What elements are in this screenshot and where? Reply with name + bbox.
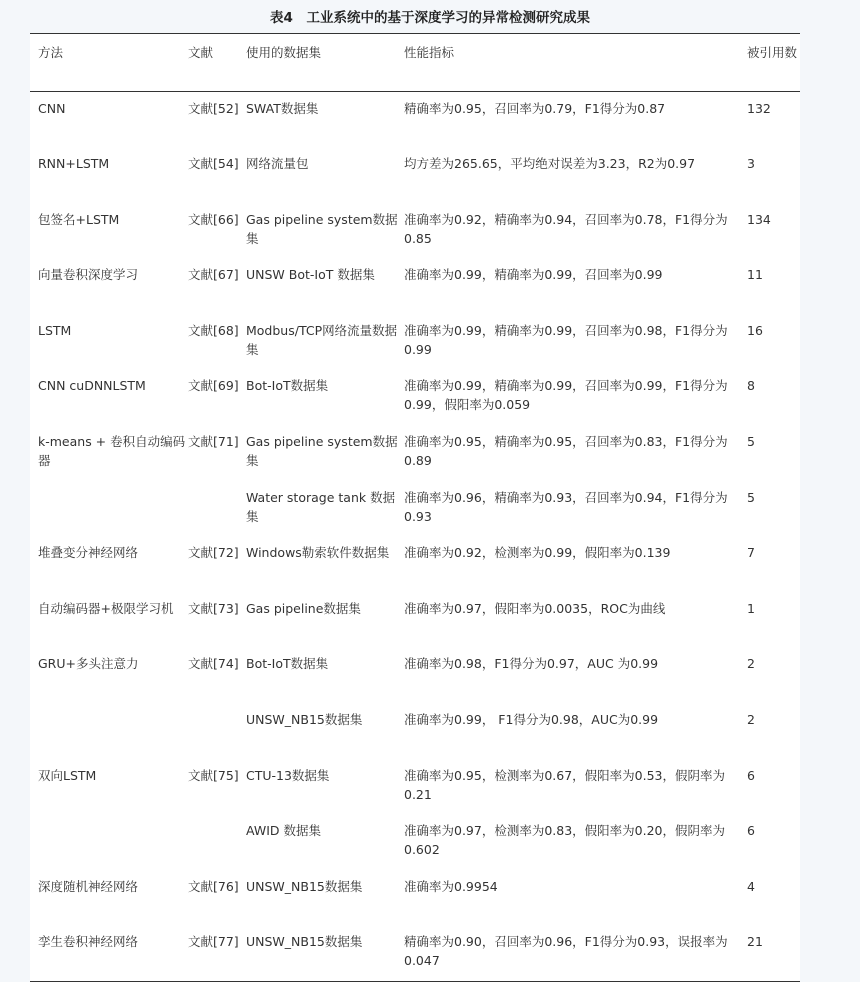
cell-reference: 文献[77]: [188, 934, 239, 950]
cell-dataset: UNSW_NB15数据集: [246, 878, 363, 894]
header-method: 方法: [38, 45, 64, 60]
cell-reference: 文献[69]: [188, 378, 239, 394]
cell-method: [30, 703, 188, 759]
cell-reference: [188, 481, 246, 537]
cell-method: 孪生卷积神经网络: [38, 934, 139, 950]
cell-metrics: 准确率为0.97，假阳率为0.0035，ROC为曲线: [404, 600, 666, 616]
cell-metrics: 准确率为0.92，精确率为0.94，召回率为0.78，F1得分为0.85: [404, 211, 728, 246]
cell-metrics: 准确率为0.9954: [404, 878, 498, 894]
cell-dataset: Gas pipeline system数据集: [246, 211, 398, 246]
table-row: [30, 536, 800, 592]
results-table-container: [30, 33, 800, 982]
cell-reference: 文献[74]: [188, 656, 239, 672]
cell-metrics: 均方差为265.65，平均绝对误差为3.23，R2为0.97: [404, 156, 696, 172]
header-dataset: 使用的数据集: [246, 45, 322, 60]
cell-method: [30, 481, 188, 537]
cell-method: 自动编码器+极限学习机: [38, 600, 174, 616]
cell-dataset: Bot-IoT数据集: [246, 656, 329, 672]
cell-method: 包签名+LSTM: [38, 211, 120, 227]
cell-dataset: UNSW_NB15数据集: [246, 712, 363, 728]
cell-reference: 文献[75]: [188, 767, 239, 783]
cell-citations: 8: [747, 378, 755, 394]
cell-metrics: 准确率为0.99，精确率为0.99，召回率为0.99: [404, 267, 663, 283]
table-row: [30, 258, 800, 314]
cell-metrics: 准确率为0.92，检测率为0.99，假阳率为0.139: [404, 545, 671, 561]
cell-dataset: UNSW Bot-IoT 数据集: [246, 267, 375, 283]
table-row: [30, 925, 800, 981]
table-header: [30, 34, 800, 92]
cell-reference: 文献[71]: [188, 434, 239, 450]
cell-method: 堆叠变分神经网络: [38, 545, 139, 561]
cell-reference: 文献[76]: [188, 878, 239, 894]
cell-method: CNN: [38, 101, 66, 116]
cell-dataset: Gas pipeline数据集: [246, 600, 361, 616]
cell-metrics: 准确率为0.99，精确率为0.99，召回率为0.99，F1得分为0.99，假阳率为0.059: [404, 378, 728, 413]
table-caption: 表4 工业系统中的基于深度学习的异常检测研究成果: [0, 0, 860, 32]
cell-dataset: Gas pipeline system数据集: [246, 434, 398, 469]
cell-dataset: CTU-13数据集: [246, 767, 330, 783]
table-row: [30, 814, 800, 870]
header-citations: 被引用数: [747, 45, 798, 60]
cell-dataset: Windows勒索软件数据集: [246, 545, 390, 561]
cell-method: GRU+多头注意力: [38, 656, 139, 672]
cell-dataset: Water storage tank 数据集: [246, 489, 396, 524]
table-row: [30, 870, 800, 926]
table-row: [30, 759, 800, 815]
cell-metrics: 准确率为0.95，检测率为0.67，假阳率为0.53，假阴率为0.21: [404, 767, 725, 802]
cell-reference: 文献[72]: [188, 545, 239, 561]
table-row: [30, 314, 800, 370]
cell-metrics: 精确率为0.90，召回率为0.96，F1得分为0.93，误报率为0.047: [404, 934, 728, 969]
cell-method: RNN+LSTM: [38, 156, 110, 172]
header-reference: 文献: [188, 45, 214, 60]
cell-citations: 7: [747, 545, 755, 561]
cell-citations: 2: [747, 712, 755, 728]
cell-metrics: 准确率为0.95，精确率为0.95，召回率为0.83，F1得分为0.89: [404, 434, 728, 469]
cell-metrics: 准确率为0.99，精确率为0.99，召回率为0.98，F1得分为0.99: [404, 322, 728, 357]
cell-metrics: 精确率为0.95，召回率为0.79，F1得分为0.87: [404, 101, 666, 116]
results-table: [30, 33, 800, 982]
cell-citations: 16: [747, 322, 763, 338]
cell-method: 深度随机神经网络: [38, 878, 139, 894]
cell-method: [30, 814, 188, 870]
cell-reference: 文献[68]: [188, 322, 239, 338]
cell-citations: 134: [747, 211, 771, 227]
cell-citations: 5: [747, 489, 755, 505]
cell-reference: 文献[73]: [188, 600, 239, 616]
cell-citations: 5: [747, 434, 755, 450]
cell-reference: 文献[67]: [188, 267, 239, 283]
cell-reference: 文献[52]: [188, 101, 239, 116]
cell-metrics: 准确率为0.98，F1得分为0.97，AUC 为0.99: [404, 656, 659, 672]
header-metrics: 性能指标: [404, 45, 455, 60]
cell-dataset: UNSW_NB15数据集: [246, 934, 363, 950]
cell-method: 双向LSTM: [38, 767, 97, 783]
table-row: [30, 147, 800, 203]
cell-dataset: Bot-IoT数据集: [246, 378, 329, 394]
cell-dataset: AWID 数据集: [246, 823, 322, 839]
cell-method: LSTM: [38, 322, 72, 338]
header-row: [30, 34, 800, 92]
table-row: [30, 369, 800, 425]
table-row: [30, 481, 800, 537]
cell-reference: 文献[66]: [188, 211, 239, 227]
cell-metrics: 准确率为0.99， F1得分为0.98，AUC为0.99: [404, 712, 659, 728]
cell-dataset: 网络流量包: [246, 156, 309, 172]
table-row: [30, 92, 800, 148]
table-row: [30, 647, 800, 703]
cell-reference: 文献[54]: [188, 156, 239, 172]
cell-citations: 4: [747, 878, 755, 894]
cell-dataset: Modbus/TCP网络流量数据集: [246, 322, 398, 357]
cell-citations: 3: [747, 156, 755, 172]
cell-metrics: 准确率为0.97，检测率为0.83，假阳率为0.20，假阴率为0.602: [404, 823, 725, 858]
table-row: [30, 703, 800, 759]
table-body: [30, 92, 800, 982]
table-row: [30, 425, 800, 481]
cell-metrics: 准确率为0.96，精确率为0.93，召回率为0.94，F1得分为0.93: [404, 489, 728, 524]
cell-citations: 6: [747, 767, 755, 783]
cell-citations: 6: [747, 823, 755, 839]
cell-method: k-means + 卷积自动编码器: [38, 434, 186, 469]
table-row: [30, 592, 800, 648]
table-row: [30, 203, 800, 259]
cell-citations: 2: [747, 656, 755, 672]
cell-reference: [188, 814, 246, 870]
cell-citations: 1: [747, 600, 755, 616]
cell-method: 向量卷积深度学习: [38, 267, 139, 283]
cell-reference: [188, 703, 246, 759]
cell-citations: 21: [747, 934, 763, 950]
cell-method: CNN cuDNNLSTM: [38, 378, 146, 394]
cell-dataset: SWAT数据集: [246, 101, 319, 116]
cell-citations: 11: [747, 267, 763, 283]
cell-citations: 132: [747, 101, 771, 116]
